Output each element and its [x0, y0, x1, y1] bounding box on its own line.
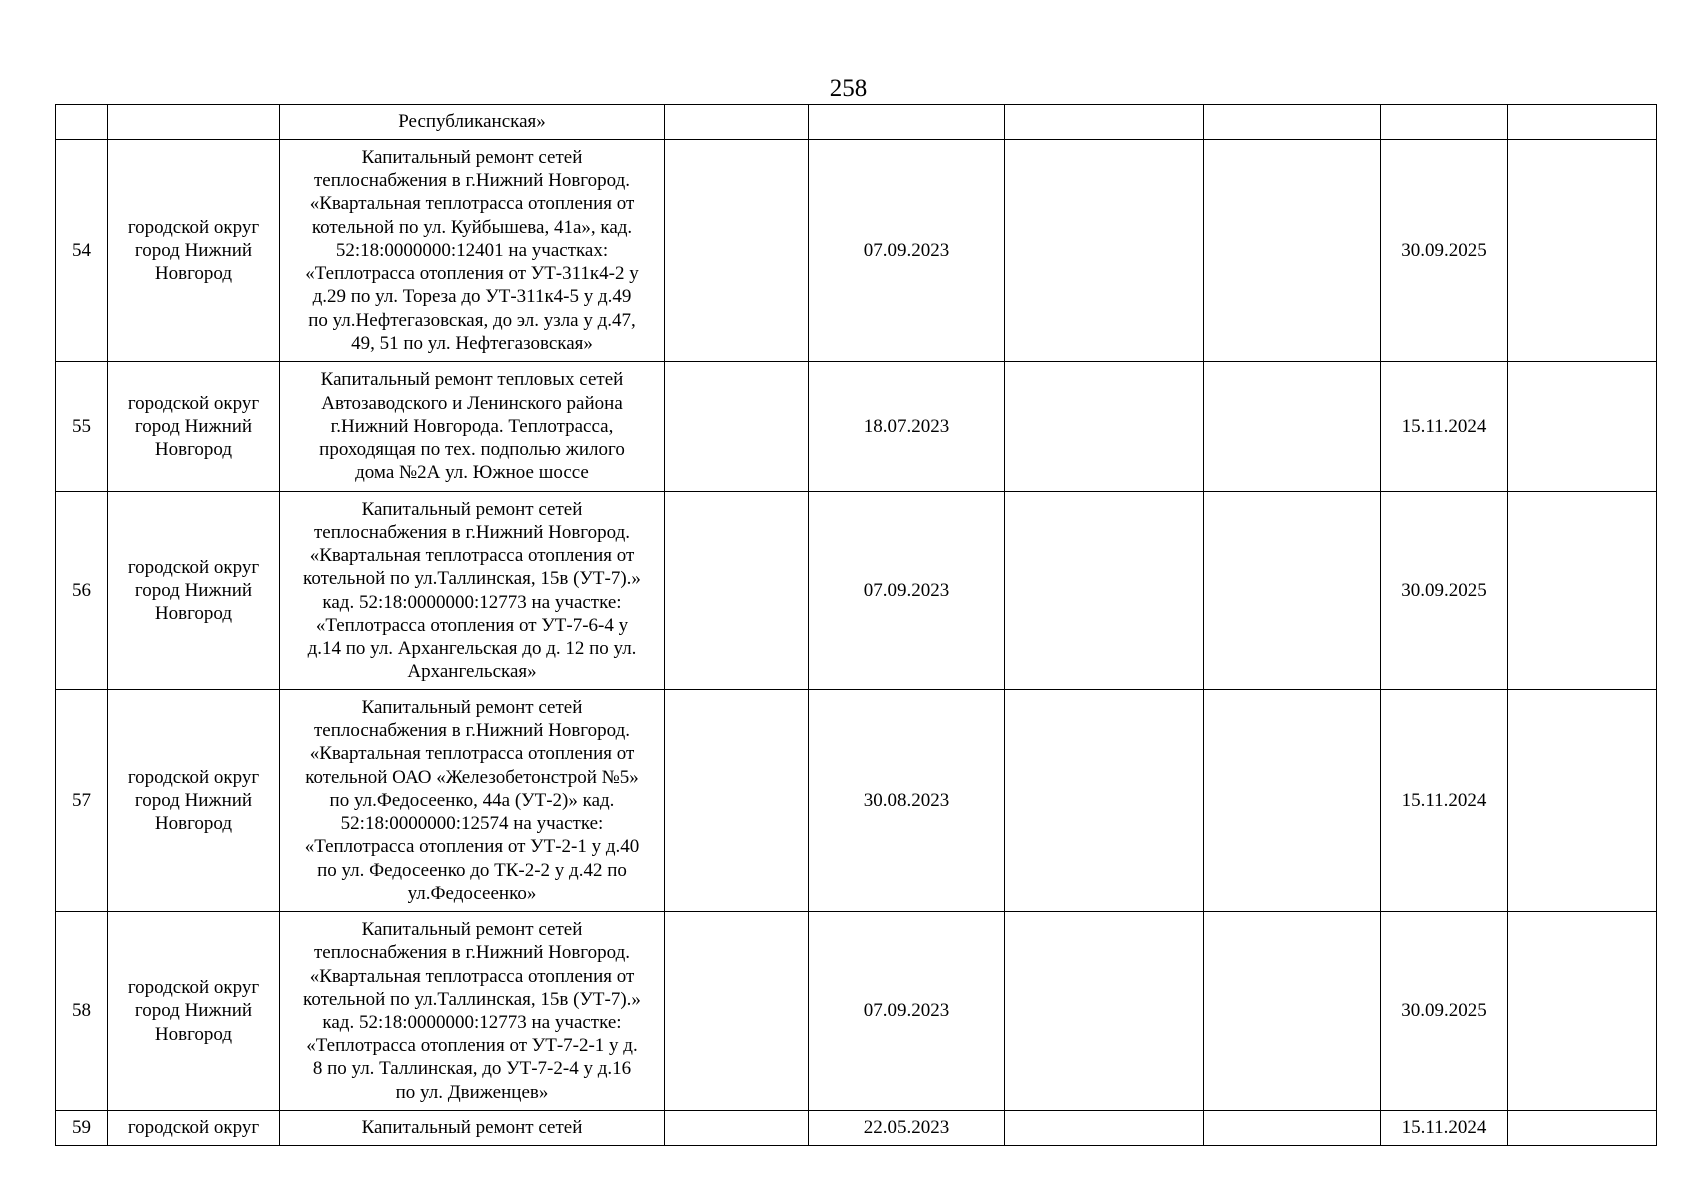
row-number: 59 [56, 1111, 108, 1146]
municipality-cell: городской округ [108, 1111, 280, 1146]
empty-cell [1005, 690, 1204, 912]
empty-cell [1204, 362, 1381, 492]
work-description-cell: Капитальный ремонт сетей [280, 1111, 665, 1146]
empty-cell [1204, 690, 1381, 912]
table-row [56, 912, 1657, 1111]
empty-cell [665, 492, 809, 690]
municipality-cell: городской округ город Нижний Новгород [108, 140, 280, 362]
municipality-cell: городской округ город Нижний Новгород [108, 362, 280, 492]
empty-cell [1204, 105, 1381, 140]
empty-cell [1005, 140, 1204, 362]
empty-cell [1508, 912, 1657, 1111]
work-description-cell: Капитальный ремонт тепловых сетей Автозаводского и Ленинского района г.Нижний Новгорода. Теплотрасса, проходящая по тех. подполью жилого дома №2А ул. Южное шоссе [280, 362, 665, 492]
work-description-cell: Капитальный ремонт сетей теплоснабжения в г.Нижний Новгород. «Квартальная теплотрасса отопления от котельной ОАО «Железобетонстрой №5» по ул.Федосеенко, 44а (УТ-2)» кад. 52:18:0000000:12574 на участке: «Теплотрасса отопления от УТ-2-1 у д.40 по ул. Федосеенко до ТК-2-2 у д.42 по ул.Федосеенко» [280, 690, 665, 912]
end-date-cell: 15.11.2024 [1381, 1111, 1508, 1146]
row-number: 55 [56, 362, 108, 492]
empty-cell [1508, 1111, 1657, 1146]
row-number [56, 105, 108, 140]
table-row [56, 140, 1657, 362]
start-date-cell: 07.09.2023 [809, 912, 1005, 1111]
start-date-cell: 30.08.2023 [809, 690, 1005, 912]
empty-cell [1508, 362, 1657, 492]
row-number: 57 [56, 690, 108, 912]
work-description-cell: Капитальный ремонт сетей теплоснабжения в г.Нижний Новгород. «Квартальная теплотрасса отопления от котельной по ул.Таллинская, 15в (УТ-7).» кад. 52:18:0000000:12773 на участке: «Теплотрасса отопления от УТ-7-6-4 у д.14 по ул. Архангельская до д. 12 по ул. Архангельская» [280, 492, 665, 690]
start-date-cell [809, 105, 1005, 140]
empty-cell [1005, 912, 1204, 1111]
empty-cell [1508, 690, 1657, 912]
empty-cell [1204, 912, 1381, 1111]
table-row [56, 1111, 1657, 1146]
work-description-cell: Капитальный ремонт сетей теплоснабжения в г.Нижний Новгород. «Квартальная теплотрасса отопления от котельной по ул. Куйбышева, 41а», кад. 52:18:0000000:12401 на участках: «Теплотрасса отопления от УТ-311к4-2 у д.29 по ул. Тореза до УТ-311к4-5 у д.49 по ул.Нефтегазовская, до эл. узла у д.47, 49, 51 по ул. Нефтегазовская» [280, 140, 665, 362]
empty-cell [1204, 1111, 1381, 1146]
empty-cell [665, 912, 809, 1111]
page-number: 258 [829, 75, 868, 102]
table-row [56, 362, 1657, 492]
municipality-cell: городской округ город Нижний Новгород [108, 912, 280, 1111]
table-row [56, 105, 1657, 140]
work-description-cell: Республиканская» [280, 105, 665, 140]
empty-cell [1005, 105, 1204, 140]
empty-cell [665, 362, 809, 492]
start-date-cell: 07.09.2023 [809, 140, 1005, 362]
empty-cell [1508, 140, 1657, 362]
works-table [55, 104, 1657, 1146]
empty-cell [665, 105, 809, 140]
start-date-cell: 18.07.2023 [809, 362, 1005, 492]
empty-cell [1508, 492, 1657, 690]
start-date-cell: 22.05.2023 [809, 1111, 1005, 1146]
empty-cell [1508, 105, 1657, 140]
end-date-cell: 15.11.2024 [1381, 362, 1508, 492]
empty-cell [665, 690, 809, 912]
municipality-cell: городской округ город Нижний Новгород [108, 690, 280, 912]
empty-cell [1005, 1111, 1204, 1146]
start-date-cell: 07.09.2023 [809, 492, 1005, 690]
end-date-cell: 30.09.2025 [1381, 492, 1508, 690]
work-description-cell: Капитальный ремонт сетей теплоснабжения в г.Нижний Новгород. «Квартальная теплотрасса отопления от котельной по ул.Таллинская, 15в (УТ-7).» кад. 52:18:0000000:12773 на участке: «Теплотрасса отопления от УТ-7-2-1 у д. 8 по ул. Таллинская, до УТ-7-2-4 у д.16 по ул. Движенцев» [280, 912, 665, 1111]
empty-cell [1005, 492, 1204, 690]
end-date-cell: 30.09.2025 [1381, 912, 1508, 1111]
table-row [56, 690, 1657, 912]
empty-cell [1204, 140, 1381, 362]
table-row [56, 492, 1657, 690]
empty-cell [1005, 362, 1204, 492]
end-date-cell: 15.11.2024 [1381, 690, 1508, 912]
end-date-cell: 30.09.2025 [1381, 140, 1508, 362]
empty-cell [1204, 492, 1381, 690]
row-number: 54 [56, 140, 108, 362]
empty-cell [665, 1111, 809, 1146]
municipality-cell [108, 105, 280, 140]
row-number: 56 [56, 492, 108, 690]
municipality-cell: городской округ город Нижний Новгород [108, 492, 280, 690]
row-number: 58 [56, 912, 108, 1111]
empty-cell [665, 140, 809, 362]
end-date-cell [1381, 105, 1508, 140]
